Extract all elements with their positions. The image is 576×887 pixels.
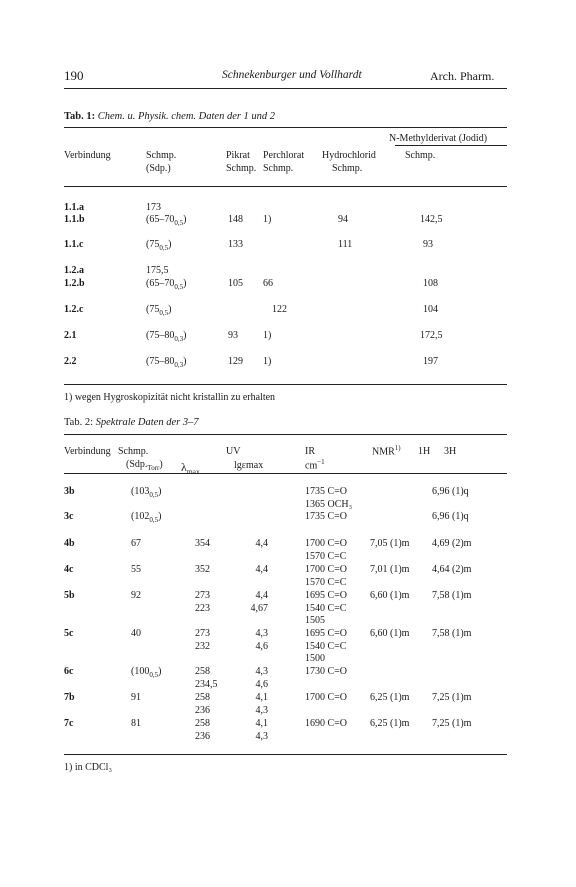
table1-row-schmp-end: ) [183, 330, 187, 341]
table2-row-ir: 1570 C=C [305, 576, 347, 588]
table2-row-nmr-1h: 6,25 (1)m [370, 692, 410, 703]
table1-row-schmp: 175,5 [146, 265, 169, 276]
table1-row-label: 1.2.b [64, 278, 85, 289]
table2-row-nmr-3h: 7,58 (1)m [432, 590, 472, 601]
table2-row-lgemax: 4,4 [255, 538, 268, 549]
table1-caption-label: Tab. 1: [64, 111, 96, 122]
table2-row-label: 3c [64, 511, 74, 522]
table1-col-4-line2: Schmp. [332, 163, 363, 174]
table2-header-sdp-sub: Torr [147, 464, 160, 472]
table2-row-nmr-3h: 6,96 (1)q [432, 486, 469, 497]
table1-row-schmp [146, 239, 171, 252]
table1-row-schmp [146, 304, 171, 317]
table2-row-schmp-base: (102 [131, 511, 150, 522]
table1-col-1-line1: Schmp. [146, 150, 177, 161]
table2-row-label: 5b [64, 590, 75, 601]
table2-row-ir: 1540 C=C [305, 602, 347, 614]
table2-row-lgemax: 4,1 [255, 718, 268, 729]
table1-row-hydrochlorid: 111 [338, 239, 353, 250]
page-number: 190 [64, 68, 84, 83]
table2-row-nmr-3h: 7,25 (1)m [432, 692, 472, 703]
table2-row-schmp-end: ) [158, 666, 162, 677]
table2-row-schmp: 40 [131, 628, 141, 639]
table1-row-schmp-end: ) [168, 304, 172, 315]
table2-row-label: 4b [64, 538, 75, 549]
table1-row-label: 1.2.a [64, 265, 84, 276]
table1-row-perchlorat: 1) [263, 356, 272, 367]
table1-row-methyl: 172,5 [420, 330, 443, 341]
table2-header-sdp-end: ) [159, 459, 163, 470]
table2-header-schmp: Schmp. [118, 446, 149, 457]
table2-row-lambda: 273 [195, 628, 210, 639]
table2-row-lambda: 223 [195, 602, 210, 614]
journal-name: Arch. Pharm. [430, 69, 495, 83]
table2-caption-text: Spektrale Daten der 3–7 [95, 417, 199, 428]
table2-row-schmp: 55 [131, 564, 141, 575]
table1-row-perchlorat: 1) [263, 330, 272, 341]
table2-row-label: 7b [64, 692, 75, 703]
table1-row-label: 1.1.c [64, 239, 84, 250]
table1-row-schmp-base: (65–70 [146, 278, 175, 289]
table1-bottom-rule [64, 384, 507, 385]
table2-row-ir: 1695 C=O [305, 628, 348, 639]
table1-row-schmp-sub: 0,3 [174, 335, 184, 343]
table2-row-nmr-3h: 4,69 (2)m [432, 538, 472, 549]
table1-caption [64, 111, 275, 122]
table2-row-schmp-base: (100 [131, 666, 150, 677]
table1-col-2-line2: Schmp. [226, 163, 257, 174]
table1-row-schmp [146, 356, 186, 369]
table1-row-pikrat: 148 [228, 214, 243, 225]
table1-row-schmp-sub: 0,5 [174, 283, 184, 291]
table1-row-schmp: 173 [146, 202, 161, 213]
table2-row-schmp [131, 486, 161, 499]
table1-row-label: 1.1.b [64, 214, 85, 225]
table1-row-methyl: 142,5 [420, 214, 443, 225]
table2-row-lambda: 354 [195, 538, 210, 549]
table1-footnote: 1) wegen Hygroskopizität nicht kristallin zu erhalten [64, 392, 276, 403]
table2-row-lambda: 236 [195, 704, 210, 716]
table1-row-label: 2.1 [64, 330, 77, 341]
table1-top-rule [64, 127, 507, 128]
table2-row-nmr-1h: 6,25 (1)m [370, 718, 410, 729]
table2-row-label: 6c [64, 666, 74, 677]
table2-bottom-rule [64, 754, 507, 755]
table2-row-label: 3b [64, 486, 75, 497]
table1-row-schmp-base: (75–80 [146, 330, 175, 341]
table2-row-nmr-1h: 6,60 (1)m [370, 590, 410, 601]
table2-header-nmr-sup: 1) [394, 444, 401, 452]
table1-header-methyl: N-Methylderivat (Jodid) [389, 133, 488, 144]
table2-row-ir: 1570 C=C [305, 550, 347, 562]
table1-row-schmp-end: ) [183, 356, 187, 367]
table1-row-schmp-base: (75–80 [146, 356, 175, 367]
table1-row-pikrat: 93 [228, 330, 238, 341]
running-title: Schnekenburger und Vollhardt [222, 69, 362, 81]
table2-row-ir: 1730 C=O [305, 666, 348, 677]
table2-row-lgemax: 4,3 [255, 704, 268, 716]
table1-row-schmp-sub: 0,5 [174, 219, 184, 227]
table2-row-lambda: 258 [195, 666, 210, 677]
table2-row-label: 5c [64, 628, 74, 639]
table2-row-nmr-3h: 7,25 (1)m [432, 718, 472, 729]
table1-row-schmp-sub: 0,5 [159, 309, 169, 317]
table2-row-ir: 1540 C=C [305, 640, 347, 652]
table2-row-lgemax: 4,3 [255, 628, 268, 639]
table1-row-perchlorat: 122 [272, 304, 287, 315]
table2-header-lgemax: lgεmax [234, 460, 264, 471]
table1-row-schmp [146, 278, 186, 291]
table2-row-lambda: 352 [195, 564, 210, 575]
table1-row-label: 1.2.c [64, 304, 84, 315]
table1-row-schmp [146, 330, 186, 343]
table2-row-schmp-end: ) [158, 486, 162, 497]
table1-row-schmp-base: (75 [146, 304, 160, 315]
table2-footnote: 1) in CDCl₃ [64, 762, 112, 773]
table1-row-schmp-sub: 0,5 [159, 244, 169, 252]
table2-row-ir: 1505 [305, 615, 325, 626]
table2-header-verbindung: Verbindung [64, 446, 111, 457]
table2-row-nmr-3h: 7,58 (1)m [432, 628, 472, 639]
table2-row-lgemax: 4,6 [255, 640, 268, 652]
table2-header-uv: UV [226, 446, 241, 457]
table2-header-ir-unit-sup: −1 [317, 458, 325, 466]
table2-header-ir-unit [305, 458, 325, 471]
table1-col-0-line1: Verbindung [64, 150, 111, 161]
table1-row-schmp-base: (75 [146, 239, 160, 250]
table2-row-lgemax: 4,4 [255, 564, 268, 575]
table2-header-lambda-base: λ [181, 460, 187, 474]
table2-row-nmr-1h: 6,60 (1)m [370, 628, 410, 639]
table2-row-lambda: 258 [195, 718, 210, 729]
table1-row-schmp-base: (65–70 [146, 214, 175, 225]
table2-row-lgemax: 4,67 [250, 602, 268, 614]
table1-row-pikrat: 105 [228, 278, 243, 289]
table2-row-schmp-sub: 0,5 [149, 516, 159, 524]
table2-row-schmp-sub: 0,5 [149, 491, 159, 499]
table1-row-schmp-sub: 0,3 [174, 361, 184, 369]
table1-row-label: 1.1.a [64, 202, 84, 213]
table2-row-ir: 1700 C=O [305, 538, 348, 549]
table2-row-lambda: 234,5 [195, 678, 218, 690]
table2-row-schmp-end: ) [158, 511, 162, 522]
table2-row-lgemax: 4,3 [255, 730, 268, 742]
table1-col-3-line1: Perchlorat [263, 150, 305, 161]
table2-header-rule [64, 473, 507, 474]
table1-row-methyl: 104 [423, 304, 438, 315]
table2-row-schmp-sub: 0,5 [149, 671, 159, 679]
table2-row-nmr-1h: 7,01 (1)m [370, 564, 410, 575]
table2-row-ir: 1365 OCH₃ [305, 498, 353, 510]
table1-row-schmp [146, 214, 186, 227]
table2-row-schmp [131, 511, 161, 524]
table2-row-ir: 1735 C=O [305, 486, 348, 497]
table2-row-lgemax: 4,4 [255, 590, 268, 601]
table2-row-lambda: 258 [195, 692, 210, 703]
table2-row-lambda: 236 [195, 730, 210, 742]
table1-row-schmp-end: ) [168, 239, 172, 250]
table2-row-ir: 1700 C=O [305, 564, 348, 575]
table1-col-4-line1: Hydrochlorid [322, 150, 376, 161]
table2-row-ir: 1690 C=O [305, 718, 348, 729]
table1-row-schmp-end: ) [183, 278, 187, 289]
table2-header-3h: 3H [444, 446, 457, 457]
table2-header-sdp [126, 459, 163, 472]
table2-row-schmp: 67 [131, 538, 141, 549]
table2-row-schmp [131, 666, 161, 679]
table2-header-lambda-sub: max [186, 467, 200, 476]
table1-row-methyl: 197 [423, 356, 438, 367]
table2-row-nmr-3h: 6,96 (1)q [432, 511, 469, 522]
table2-row-lgemax: 4,3 [255, 666, 268, 677]
table1-col-5-line1: Schmp. [405, 150, 436, 161]
table2-row-ir: 1500 [305, 653, 325, 664]
table2-row-ir: 1695 C=O [305, 590, 348, 601]
table2-header-nmr [372, 444, 401, 457]
table1-row-pikrat: 129 [228, 356, 243, 367]
table2-row-ir: 1700 C=O [305, 692, 348, 703]
table1-row-hydrochlorid: 94 [338, 214, 348, 225]
table2-row-schmp: 91 [131, 692, 141, 703]
table1-row-methyl: 93 [423, 239, 433, 250]
table2-row-schmp: 81 [131, 718, 141, 729]
table2-header-sdp-base: (Sdp. [126, 459, 148, 470]
table2-caption-label: Tab. 2: [64, 417, 94, 428]
table1-row-pikrat: 133 [228, 239, 243, 250]
table1-row-label: 2.2 [64, 356, 77, 367]
table2-header-ir: IR [305, 446, 315, 457]
table2-row-ir: 1735 C=O [305, 511, 348, 522]
table2-row-lambda: 273 [195, 590, 210, 601]
table2-row-label: 4c [64, 564, 74, 575]
table1-header-rule [64, 186, 507, 187]
table1-header-methyl-rule [395, 145, 507, 146]
table2-row-schmp: 92 [131, 590, 141, 601]
table1-row-schmp-end: ) [183, 214, 187, 225]
table2-row-lambda: 232 [195, 640, 210, 652]
table2-top-rule [64, 434, 507, 435]
table2-row-nmr-3h: 4,64 (2)m [432, 564, 472, 575]
table1-col-3-line2: Schmp. [263, 163, 294, 174]
table1-col-1-line2: (Sdp.) [146, 163, 171, 174]
header-rule [64, 88, 507, 89]
table2-header-ir-unit-base: cm [305, 460, 318, 472]
table1-row-methyl: 108 [423, 278, 438, 289]
table2-row-label: 7c [64, 718, 74, 729]
table2-row-nmr-1h: 7,05 (1)m [370, 538, 410, 549]
table1-row-perchlorat: 1) [263, 214, 272, 225]
table2-row-lgemax: 4,6 [255, 678, 268, 690]
table1-row-perchlorat: 66 [263, 278, 273, 289]
table1-caption-text: Chem. u. Physik. chem. Daten der 1 und 2 [97, 111, 276, 122]
table2-row-schmp-base: (103 [131, 486, 150, 497]
table2-header-nmr-base: NMR [372, 446, 395, 458]
table2-row-lgemax: 4,1 [255, 692, 268, 703]
table2-caption [64, 417, 199, 428]
table1-col-2-line1: Pikrat [226, 150, 250, 161]
table2-header-1h: 1H [418, 446, 431, 457]
